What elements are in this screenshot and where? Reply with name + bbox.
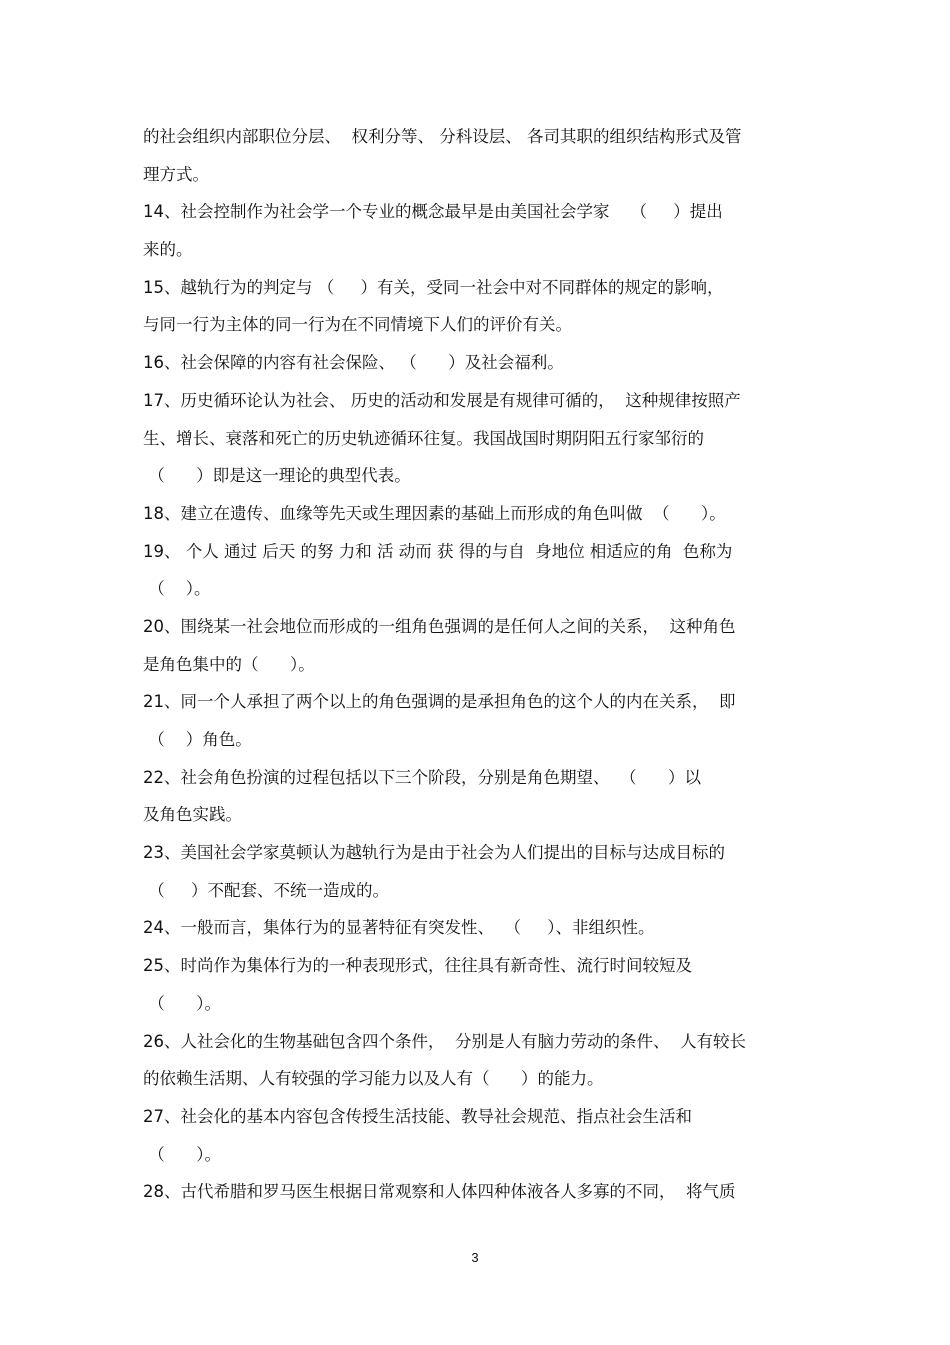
text-line: 的社会组织内部职位分层、 权利分等、 分科设层、 各司其职的组织结构形式及管	[143, 127, 742, 146]
text-line: 来的。	[143, 240, 193, 260]
body-text	[143, 118, 809, 1211]
text-line: 20、围绕某一社会地位而形成的一组角色强调的是任何人之间的关系， 这种角色	[143, 616, 736, 636]
page-number: 3	[471, 1250, 479, 1265]
text-line: 26、人社会化的生物基础包含四个条件， 分别是人有脑力劳动的条件、 人有较长	[143, 1031, 746, 1051]
text-line: 19、 个人 通过 后天 的努 力和 活 动而 获 得的与自 身地位 相适应的角 色称为	[143, 541, 733, 561]
text-line: 25、时尚作为集体行为的一种表现形式，往往具有新奇性、流行时间较短及	[143, 956, 692, 976]
text-line: 的依赖生活期、人有较强的学习能力以及人有（ ）的能力。	[143, 1069, 604, 1089]
text-line: 是角色集中的（ ）。	[143, 654, 315, 674]
text-line: （ ）。	[143, 993, 221, 1013]
text-line: 21、同一个人承担了两个以上的角色强调的是承担角色的这个人的内在关系， 即	[143, 692, 736, 712]
text-line: 14、社会控制作为社会学一个专业的概念最早是由美国社会学家 （ ）提出	[143, 202, 723, 222]
text-line: （ ）。	[143, 1144, 221, 1164]
text-line: 与同一行为主体的同一行为在不同情境下人们的评价有关。	[143, 315, 572, 335]
text-line: （ ）。	[143, 579, 211, 599]
text-line: 28、古代希腊和罗马医生根据日常观察和人体四种体液各人多寡的不同， 将气质	[143, 1182, 736, 1202]
text-line: 27、社会化的基本内容包含传授生活技能、教导社会规范、指点社会生活和	[143, 1106, 692, 1126]
text-line: 23、美国社会学家莫顿认为越轨行为是由于社会为人们提出的目标与达成目标的	[143, 843, 725, 863]
text-line: 理方式。	[143, 164, 209, 184]
text-line: 17、历史循环论认为社会、 历史的活动和发展是有规律可循的， 这种规律按照产	[143, 390, 741, 410]
text-line: 15、越轨行为的判定与 （ ）有关，受同一社会中对不同群体的规定的影响，	[143, 277, 724, 297]
text-line: 24、一般而言，集体行为的显著特征有突发性、 （ ）、非组织性。	[143, 918, 655, 938]
text-line: （ ）不配套、不统一造成的。	[143, 880, 389, 900]
text-line: （ ）即是这一理论的典型代表。	[143, 466, 411, 486]
text-line: 16、社会保障的内容有社会保险、 （ ）及社会福利。	[143, 353, 564, 373]
text-line: 18、建立在遗传、血缘等先天或生理因素的基础上而形成的角色叫做 （ ）。	[143, 503, 726, 523]
text-line: 22、社会角色扮演的过程包括以下三个阶段，分别是角色期望、 （ ）以	[143, 767, 701, 787]
text-line: （ ）角色。	[143, 730, 252, 749]
text-line: 生、增长、衰落和死亡的历史轨迹循环往复。我国战国时期阴阳五行家邹衍的	[143, 428, 704, 448]
text-line: 及角色实践。	[143, 805, 242, 825]
